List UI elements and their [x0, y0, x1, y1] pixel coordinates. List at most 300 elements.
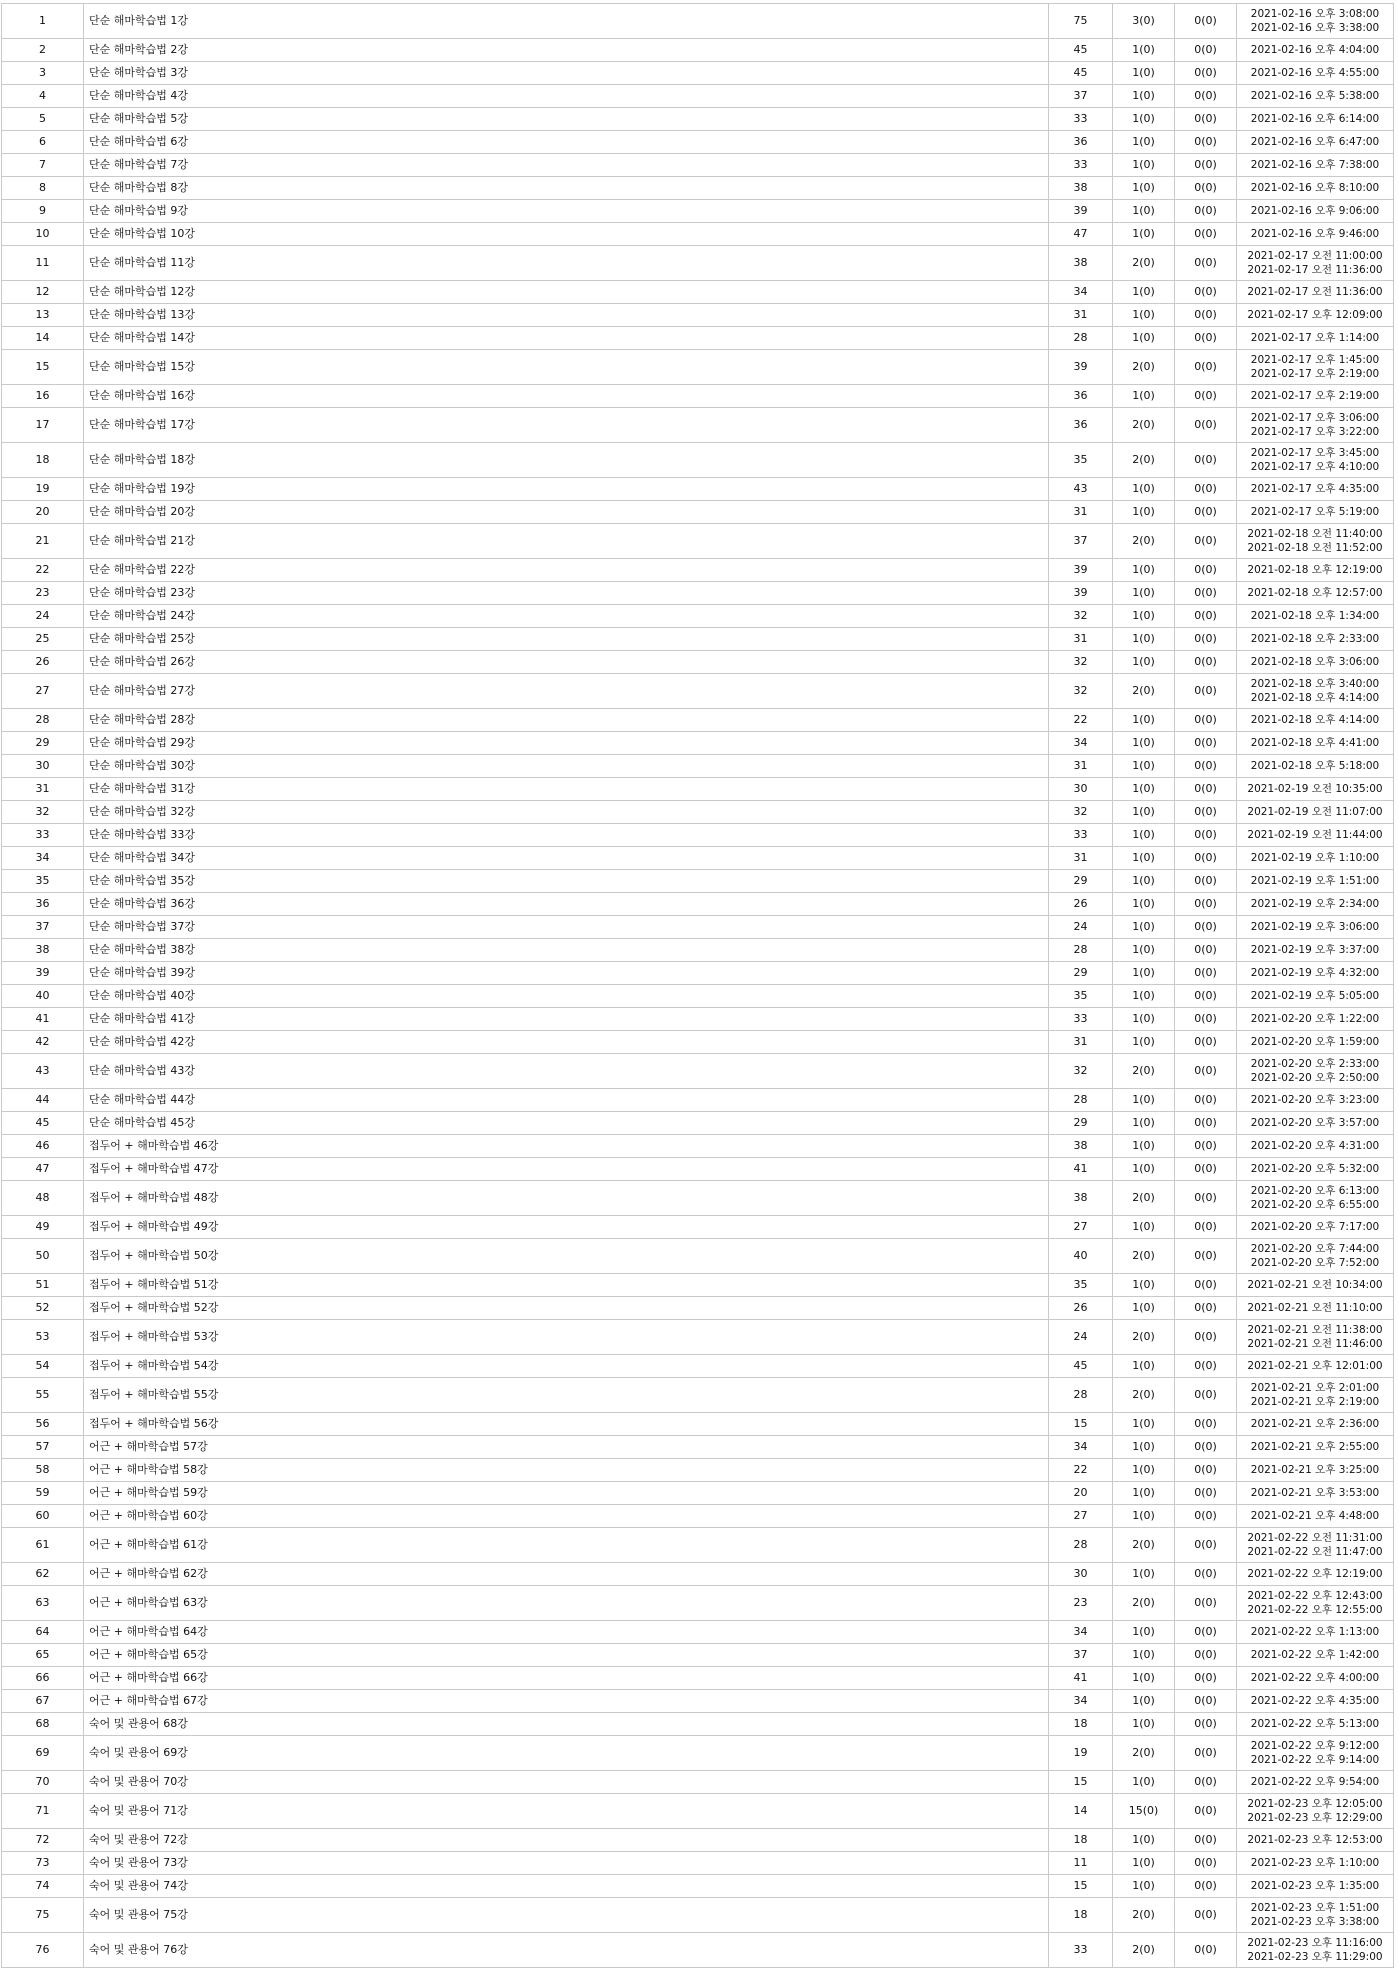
study-timestamp: 2021-02-22 오전 11:47:00 [1247, 1546, 1383, 1558]
question-count-cell: 34 [1049, 732, 1113, 755]
lesson-title-cell: 단순 해마학습법 15강 [84, 350, 1049, 385]
row-number-cell: 32 [2, 801, 84, 824]
wrong-count-cell: 0(0) [1175, 200, 1237, 223]
study-timestamp: 2021-02-17 오전 11:00:00 [1247, 250, 1383, 262]
table-row [2, 893, 1394, 916]
study-time-cell [1237, 870, 1394, 893]
lesson-title-cell: 단순 해마학습법 24강 [84, 605, 1049, 628]
lesson-title-cell: 숙어 및 관용어 72강 [84, 1829, 1049, 1852]
lesson-title-cell: 어근 + 해마학습법 65강 [84, 1644, 1049, 1667]
table-row [2, 1586, 1394, 1621]
lesson-title-cell: 단순 해마학습법 11강 [84, 246, 1049, 281]
row-number-cell: 27 [2, 674, 84, 709]
wrong-count-cell: 0(0) [1175, 1794, 1237, 1829]
wrong-count-cell: 0(0) [1175, 1875, 1237, 1898]
study-timestamp: 2021-02-21 오후 2:36:00 [1250, 1418, 1380, 1430]
question-count-cell: 28 [1049, 1089, 1113, 1112]
attempt-count-cell: 1(0) [1113, 801, 1175, 824]
study-timestamp: 2021-02-20 오후 3:23:00 [1250, 1094, 1380, 1106]
study-timestamp: 2021-02-20 오후 2:50:00 [1250, 1072, 1380, 1084]
attempt-count-cell: 1(0) [1113, 1667, 1175, 1690]
study-time-cell [1237, 916, 1394, 939]
table-row [2, 281, 1394, 304]
table-row [2, 200, 1394, 223]
study-timestamp: 2021-02-22 오후 9:12:00 [1250, 1740, 1380, 1752]
wrong-count-cell: 0(0) [1175, 916, 1237, 939]
question-count-cell: 35 [1049, 985, 1113, 1008]
wrong-count-cell: 0(0) [1175, 1413, 1237, 1436]
study-time-cell [1237, 824, 1394, 847]
table-row [2, 1031, 1394, 1054]
table-row [2, 154, 1394, 177]
row-number-cell: 29 [2, 732, 84, 755]
table-row [2, 1875, 1394, 1898]
lesson-title-cell: 단순 해마학습법 4강 [84, 85, 1049, 108]
study-time-cell [1237, 605, 1394, 628]
study-time-cell [1237, 1829, 1394, 1852]
wrong-count-cell: 0(0) [1175, 1528, 1237, 1563]
question-count-cell: 24 [1049, 1320, 1113, 1355]
row-number-cell: 45 [2, 1112, 84, 1135]
wrong-count-cell: 0(0) [1175, 1297, 1237, 1320]
study-timestamp: 2021-02-22 오후 9:54:00 [1250, 1776, 1380, 1788]
study-timestamp: 2021-02-21 오전 11:10:00 [1247, 1302, 1383, 1314]
study-timestamp: 2021-02-23 오후 12:29:00 [1247, 1812, 1383, 1824]
lesson-title-cell: 단순 해마학습법 27강 [84, 674, 1049, 709]
attempt-count-cell: 2(0) [1113, 246, 1175, 281]
study-timestamp: 2021-02-19 오후 2:34:00 [1250, 898, 1380, 910]
question-count-cell: 75 [1049, 4, 1113, 39]
row-number-cell: 25 [2, 628, 84, 651]
study-time-cell [1237, 39, 1394, 62]
wrong-count-cell: 0(0) [1175, 847, 1237, 870]
table-row [2, 85, 1394, 108]
row-number-cell: 6 [2, 131, 84, 154]
table-row [2, 870, 1394, 893]
study-timestamp: 2021-02-16 오후 8:10:00 [1250, 182, 1380, 194]
row-number-cell: 2 [2, 39, 84, 62]
study-timestamp: 2021-02-23 오후 3:38:00 [1250, 1916, 1380, 1928]
study-time-cell [1237, 304, 1394, 327]
row-number-cell: 65 [2, 1644, 84, 1667]
study-timestamp: 2021-02-22 오후 4:35:00 [1250, 1695, 1380, 1707]
study-time-cell [1237, 1794, 1394, 1829]
lesson-title-cell: 어근 + 해마학습법 64강 [84, 1621, 1049, 1644]
row-number-cell: 46 [2, 1135, 84, 1158]
wrong-count-cell: 0(0) [1175, 62, 1237, 85]
attempt-count-cell: 2(0) [1113, 1239, 1175, 1274]
wrong-count-cell: 0(0) [1175, 281, 1237, 304]
study-timestamp: 2021-02-19 오후 1:51:00 [1250, 875, 1380, 887]
row-number-cell: 22 [2, 559, 84, 582]
study-timestamp: 2021-02-18 오전 11:40:00 [1247, 528, 1383, 540]
table-row [2, 605, 1394, 628]
study-timestamp: 2021-02-16 오후 9:06:00 [1250, 205, 1380, 217]
question-count-cell: 39 [1049, 350, 1113, 385]
study-time-cell [1237, 1621, 1394, 1644]
row-number-cell: 30 [2, 755, 84, 778]
question-count-cell: 34 [1049, 281, 1113, 304]
question-count-cell: 31 [1049, 628, 1113, 651]
table-row [2, 478, 1394, 501]
row-number-cell: 53 [2, 1320, 84, 1355]
attempt-count-cell: 1(0) [1113, 154, 1175, 177]
table-row [2, 304, 1394, 327]
row-number-cell: 66 [2, 1667, 84, 1690]
question-count-cell: 28 [1049, 939, 1113, 962]
study-timestamp: 2021-02-19 오후 3:06:00 [1250, 921, 1380, 933]
table-row [2, 1505, 1394, 1528]
lesson-title-cell: 단순 해마학습법 22강 [84, 559, 1049, 582]
study-timestamp: 2021-02-18 오후 4:14:00 [1250, 692, 1380, 704]
study-timestamp: 2021-02-18 오후 2:33:00 [1250, 633, 1380, 645]
wrong-count-cell: 0(0) [1175, 824, 1237, 847]
wrong-count-cell: 0(0) [1175, 1829, 1237, 1852]
lesson-title-cell: 접두어 + 해마학습법 48강 [84, 1181, 1049, 1216]
row-number-cell: 23 [2, 582, 84, 605]
study-timestamp: 2021-02-21 오전 11:38:00 [1247, 1324, 1383, 1336]
wrong-count-cell: 0(0) [1175, 1933, 1237, 1968]
question-count-cell: 37 [1049, 524, 1113, 559]
row-number-cell: 73 [2, 1852, 84, 1875]
row-number-cell: 42 [2, 1031, 84, 1054]
row-number-cell: 51 [2, 1274, 84, 1297]
lesson-title-cell: 단순 해마학습법 17강 [84, 408, 1049, 443]
table-row [2, 628, 1394, 651]
study-timestamp: 2021-02-21 오후 2:55:00 [1250, 1441, 1380, 1453]
study-timestamp: 2021-02-18 오후 5:18:00 [1250, 760, 1380, 772]
question-count-cell: 33 [1049, 824, 1113, 847]
row-number-cell: 41 [2, 1008, 84, 1031]
attempt-count-cell: 1(0) [1113, 1135, 1175, 1158]
lesson-title-cell: 접두어 + 해마학습법 51강 [84, 1274, 1049, 1297]
lesson-title-cell: 단순 해마학습법 3강 [84, 62, 1049, 85]
wrong-count-cell: 0(0) [1175, 582, 1237, 605]
study-time-cell [1237, 847, 1394, 870]
study-time-cell [1237, 778, 1394, 801]
wrong-count-cell: 0(0) [1175, 628, 1237, 651]
lesson-title-cell: 어근 + 해마학습법 61강 [84, 1528, 1049, 1563]
question-count-cell: 32 [1049, 801, 1113, 824]
row-number-cell: 11 [2, 246, 84, 281]
study-time-cell [1237, 801, 1394, 824]
wrong-count-cell: 0(0) [1175, 39, 1237, 62]
row-number-cell: 16 [2, 385, 84, 408]
study-time-cell [1237, 281, 1394, 304]
study-time-cell [1237, 1875, 1394, 1898]
study-timestamp: 2021-02-16 오후 3:08:00 [1250, 8, 1380, 20]
study-timestamp: 2021-02-19 오후 4:32:00 [1250, 967, 1380, 979]
study-timestamp: 2021-02-21 오후 3:53:00 [1250, 1487, 1380, 1499]
table-row [2, 39, 1394, 62]
study-timestamp: 2021-02-17 오후 2:19:00 [1250, 368, 1380, 380]
row-number-cell: 3 [2, 62, 84, 85]
lesson-title-cell: 단순 해마학습법 13강 [84, 304, 1049, 327]
lesson-title-cell: 단순 해마학습법 31강 [84, 778, 1049, 801]
wrong-count-cell: 0(0) [1175, 1158, 1237, 1181]
wrong-count-cell: 0(0) [1175, 674, 1237, 709]
attempt-count-cell: 1(0) [1113, 1112, 1175, 1135]
table-row [2, 327, 1394, 350]
table-row [2, 4, 1394, 39]
lesson-title-cell: 단순 해마학습법 18강 [84, 443, 1049, 478]
study-time-cell [1237, 1563, 1394, 1586]
row-number-cell: 56 [2, 1413, 84, 1436]
study-timestamp: 2021-02-17 오후 5:19:00 [1250, 506, 1380, 518]
study-timestamp: 2021-02-16 오후 5:38:00 [1250, 90, 1380, 102]
table-row [2, 1181, 1394, 1216]
table-row [2, 1216, 1394, 1239]
row-number-cell: 74 [2, 1875, 84, 1898]
table-row [2, 778, 1394, 801]
study-time-cell [1237, 1586, 1394, 1621]
table-row [2, 1794, 1394, 1829]
row-number-cell: 55 [2, 1378, 84, 1413]
lesson-title-cell: 접두어 + 해마학습법 56강 [84, 1413, 1049, 1436]
table-row [2, 1771, 1394, 1794]
lesson-title-cell: 단순 해마학습법 9강 [84, 200, 1049, 223]
table-row [2, 1274, 1394, 1297]
lesson-title-cell: 단순 해마학습법 29강 [84, 732, 1049, 755]
question-count-cell: 38 [1049, 177, 1113, 200]
lesson-title-cell: 접두어 + 해마학습법 54강 [84, 1355, 1049, 1378]
row-number-cell: 7 [2, 154, 84, 177]
lesson-title-cell: 단순 해마학습법 10강 [84, 223, 1049, 246]
lesson-title-cell: 단순 해마학습법 25강 [84, 628, 1049, 651]
lesson-title-cell: 어근 + 해마학습법 66강 [84, 1667, 1049, 1690]
study-time-cell [1237, 177, 1394, 200]
row-number-cell: 54 [2, 1355, 84, 1378]
study-time-cell [1237, 1355, 1394, 1378]
study-timestamp: 2021-02-17 오전 11:36:00 [1247, 264, 1383, 276]
lesson-title-cell: 접두어 + 해마학습법 55강 [84, 1378, 1049, 1413]
lesson-title-cell: 단순 해마학습법 28강 [84, 709, 1049, 732]
table-row [2, 1482, 1394, 1505]
table-row [2, 1667, 1394, 1690]
wrong-count-cell: 0(0) [1175, 1667, 1237, 1690]
question-count-cell: 41 [1049, 1667, 1113, 1690]
study-time-cell [1237, 1713, 1394, 1736]
question-count-cell: 37 [1049, 85, 1113, 108]
wrong-count-cell: 0(0) [1175, 1852, 1237, 1875]
study-time-cell [1237, 985, 1394, 1008]
table-row [2, 1355, 1394, 1378]
study-timestamp: 2021-02-17 오후 2:19:00 [1250, 390, 1380, 402]
study-timestamp: 2021-02-17 오후 4:35:00 [1250, 483, 1380, 495]
study-timestamp: 2021-02-20 오후 5:32:00 [1250, 1163, 1380, 1175]
study-time-cell [1237, 1239, 1394, 1274]
question-count-cell: 39 [1049, 200, 1113, 223]
lesson-title-cell: 숙어 및 관용어 75강 [84, 1898, 1049, 1933]
attempt-count-cell: 2(0) [1113, 1181, 1175, 1216]
attempt-count-cell: 1(0) [1113, 847, 1175, 870]
question-count-cell: 34 [1049, 1690, 1113, 1713]
attempt-count-cell: 1(0) [1113, 732, 1175, 755]
study-timestamp: 2021-02-23 오후 1:35:00 [1250, 1880, 1380, 1892]
row-number-cell: 48 [2, 1181, 84, 1216]
wrong-count-cell: 0(0) [1175, 732, 1237, 755]
study-time-cell [1237, 1528, 1394, 1563]
row-number-cell: 34 [2, 847, 84, 870]
study-time-cell [1237, 85, 1394, 108]
question-count-cell: 20 [1049, 1482, 1113, 1505]
wrong-count-cell: 0(0) [1175, 385, 1237, 408]
wrong-count-cell: 0(0) [1175, 1713, 1237, 1736]
table-row [2, 1690, 1394, 1713]
wrong-count-cell: 0(0) [1175, 1482, 1237, 1505]
table-row [2, 1089, 1394, 1112]
study-time-cell [1237, 1482, 1394, 1505]
attempt-count-cell: 1(0) [1113, 628, 1175, 651]
study-time-cell [1237, 1216, 1394, 1239]
row-number-cell: 38 [2, 939, 84, 962]
row-number-cell: 1 [2, 4, 84, 39]
study-time-cell [1237, 223, 1394, 246]
study-time-cell [1237, 709, 1394, 732]
wrong-count-cell: 0(0) [1175, 478, 1237, 501]
question-count-cell: 45 [1049, 39, 1113, 62]
question-count-cell: 41 [1049, 1158, 1113, 1181]
lesson-title-cell: 단순 해마학습법 12강 [84, 281, 1049, 304]
lesson-title-cell: 단순 해마학습법 36강 [84, 893, 1049, 916]
table-row [2, 1135, 1394, 1158]
wrong-count-cell: 0(0) [1175, 1736, 1237, 1771]
row-number-cell: 18 [2, 443, 84, 478]
attempt-count-cell: 1(0) [1113, 304, 1175, 327]
study-time-cell [1237, 478, 1394, 501]
study-time-cell [1237, 1054, 1394, 1089]
row-number-cell: 9 [2, 200, 84, 223]
attempt-count-cell: 1(0) [1113, 1505, 1175, 1528]
lesson-title-cell: 단순 해마학습법 7강 [84, 154, 1049, 177]
table-row [2, 1054, 1394, 1089]
question-count-cell: 45 [1049, 62, 1113, 85]
question-count-cell: 24 [1049, 916, 1113, 939]
attempt-count-cell: 1(0) [1113, 1482, 1175, 1505]
wrong-count-cell: 0(0) [1175, 246, 1237, 281]
row-number-cell: 24 [2, 605, 84, 628]
row-number-cell: 17 [2, 408, 84, 443]
study-timestamp: 2021-02-23 오후 11:16:00 [1247, 1937, 1383, 1949]
wrong-count-cell: 0(0) [1175, 985, 1237, 1008]
study-time-cell [1237, 1898, 1394, 1933]
study-time-cell [1237, 1771, 1394, 1794]
table-row [2, 1528, 1394, 1563]
study-time-cell [1237, 1505, 1394, 1528]
row-number-cell: 28 [2, 709, 84, 732]
study-timestamp: 2021-02-18 오후 4:14:00 [1250, 714, 1380, 726]
study-timestamp: 2021-02-20 오후 6:13:00 [1250, 1185, 1380, 1197]
study-timestamp: 2021-02-23 오후 1:10:00 [1250, 1857, 1380, 1869]
attempt-count-cell: 2(0) [1113, 1320, 1175, 1355]
table-row [2, 709, 1394, 732]
wrong-count-cell: 0(0) [1175, 778, 1237, 801]
wrong-count-cell: 0(0) [1175, 605, 1237, 628]
study-time-cell [1237, 1413, 1394, 1436]
study-time-cell [1237, 1378, 1394, 1413]
attempt-count-cell: 1(0) [1113, 709, 1175, 732]
question-count-cell: 29 [1049, 870, 1113, 893]
row-number-cell: 13 [2, 304, 84, 327]
table-row [2, 1933, 1394, 1968]
lesson-title-cell: 단순 해마학습법 21강 [84, 524, 1049, 559]
question-count-cell: 43 [1049, 478, 1113, 501]
study-time-cell [1237, 524, 1394, 559]
attempt-count-cell: 1(0) [1113, 1875, 1175, 1898]
row-number-cell: 57 [2, 1436, 84, 1459]
study-time-cell [1237, 1112, 1394, 1135]
study-timestamp: 2021-02-17 오전 11:36:00 [1247, 286, 1383, 298]
question-count-cell: 22 [1049, 709, 1113, 732]
wrong-count-cell: 0(0) [1175, 1436, 1237, 1459]
study-time-cell [1237, 1736, 1394, 1771]
study-timestamp: 2021-02-19 오후 3:37:00 [1250, 944, 1380, 956]
lesson-title-cell: 단순 해마학습법 6강 [84, 131, 1049, 154]
study-time-cell [1237, 939, 1394, 962]
attempt-count-cell: 1(0) [1113, 1008, 1175, 1031]
question-count-cell: 28 [1049, 1528, 1113, 1563]
table-row [2, 755, 1394, 778]
lesson-title-cell: 어근 + 해마학습법 59강 [84, 1482, 1049, 1505]
row-number-cell: 39 [2, 962, 84, 985]
wrong-count-cell: 0(0) [1175, 1898, 1237, 1933]
table-row [2, 847, 1394, 870]
attempt-count-cell: 1(0) [1113, 824, 1175, 847]
lesson-title-cell: 단순 해마학습법 37강 [84, 916, 1049, 939]
study-timestamp: 2021-02-23 오후 11:29:00 [1247, 1951, 1383, 1963]
question-count-cell: 39 [1049, 582, 1113, 605]
wrong-count-cell: 0(0) [1175, 1563, 1237, 1586]
row-number-cell: 69 [2, 1736, 84, 1771]
study-timestamp: 2021-02-18 오후 1:34:00 [1250, 610, 1380, 622]
study-time-cell [1237, 962, 1394, 985]
study-timestamp: 2021-02-19 오전 10:35:00 [1247, 783, 1383, 795]
attempt-count-cell: 1(0) [1113, 1158, 1175, 1181]
study-time-cell [1237, 108, 1394, 131]
wrong-count-cell: 0(0) [1175, 559, 1237, 582]
wrong-count-cell: 0(0) [1175, 1008, 1237, 1031]
table-row [2, 1829, 1394, 1852]
table-row [2, 1436, 1394, 1459]
lesson-title-cell: 어근 + 해마학습법 62강 [84, 1563, 1049, 1586]
table-row [2, 408, 1394, 443]
study-timestamp: 2021-02-22 오후 12:55:00 [1247, 1604, 1383, 1616]
table-row [2, 559, 1394, 582]
study-timestamp: 2021-02-17 오후 3:06:00 [1250, 412, 1380, 424]
wrong-count-cell: 0(0) [1175, 154, 1237, 177]
study-timestamp: 2021-02-18 오후 12:19:00 [1247, 564, 1383, 576]
question-count-cell: 31 [1049, 755, 1113, 778]
study-time-cell [1237, 154, 1394, 177]
study-timestamp: 2021-02-18 오전 11:52:00 [1247, 542, 1383, 554]
wrong-count-cell: 0(0) [1175, 962, 1237, 985]
attempt-count-cell: 1(0) [1113, 559, 1175, 582]
question-count-cell: 39 [1049, 559, 1113, 582]
row-number-cell: 63 [2, 1586, 84, 1621]
study-time-cell [1237, 732, 1394, 755]
lesson-title-cell: 숙어 및 관용어 70강 [84, 1771, 1049, 1794]
question-count-cell: 26 [1049, 1297, 1113, 1320]
wrong-count-cell: 0(0) [1175, 939, 1237, 962]
attempt-count-cell: 1(0) [1113, 1089, 1175, 1112]
row-number-cell: 50 [2, 1239, 84, 1274]
lesson-title-cell: 숙어 및 관용어 76강 [84, 1933, 1049, 1968]
question-count-cell: 37 [1049, 1644, 1113, 1667]
attempt-count-cell: 1(0) [1113, 778, 1175, 801]
row-number-cell: 26 [2, 651, 84, 674]
row-number-cell: 68 [2, 1713, 84, 1736]
table-row [2, 582, 1394, 605]
